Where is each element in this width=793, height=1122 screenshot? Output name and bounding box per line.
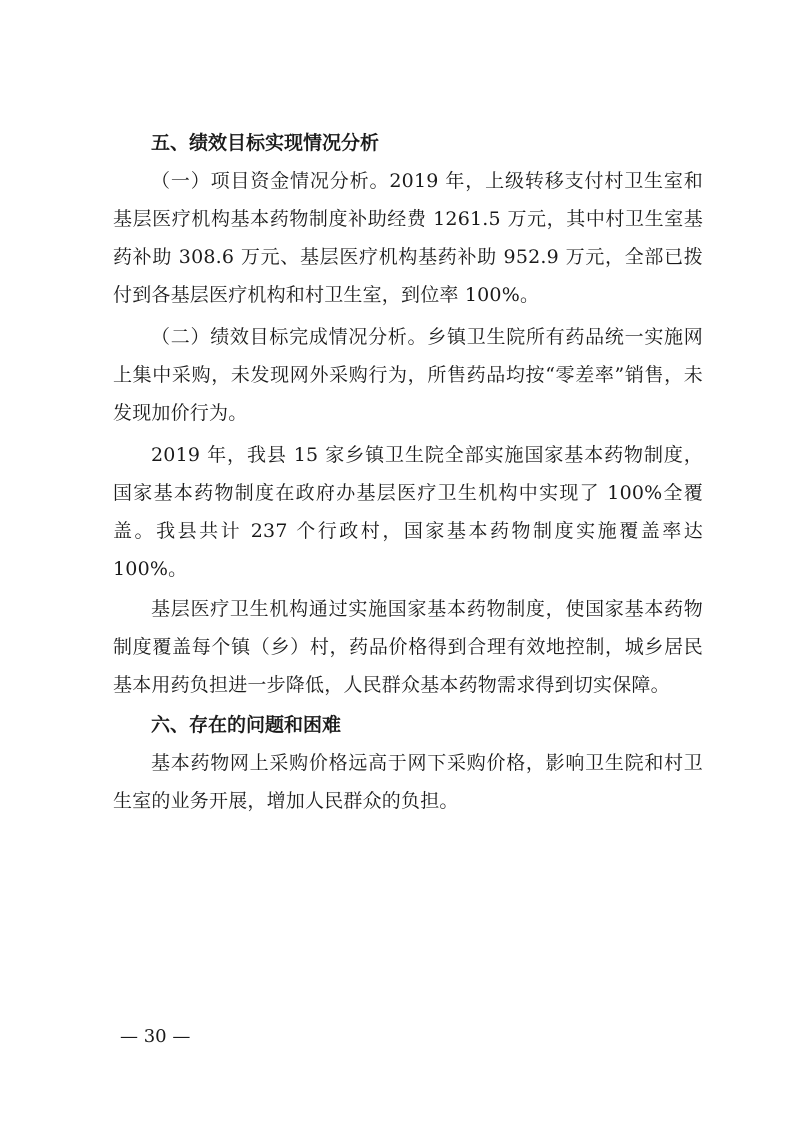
document-body: [113, 124, 703, 824]
paragraph-coverage-effects: 基层医疗卫生机构通过实施国家基本药物制度，使国家基本药物制度覆盖每个镇（乡）村，药品价格得到合理有效地控制，城乡居民基本用药负担进一步降低，人民群众基本药物需求得到切实保障。: [113, 598, 703, 696]
paragraph-funding-analysis: （一）项目资金情况分析。2019 年，上级转移支付村卫生室和基层医疗机构基本药物制度补助经费 1261.5 万元，其中村卫生室基药补助 308.6 万元、基层医疗机构基药补助 952.9 万元，全部已拨付到各基层医疗机构和村卫生室，到位率 100%。: [113, 170, 703, 306]
paragraph-target-completion: （二）绩效目标完成情况分析。乡镇卫生院所有药品统一实施网上集中采购，未发现网外采购行为，所售药品均按“零差率”销售，未发现加价行为。: [113, 326, 703, 424]
section-6-heading: 六、存在的问题和困难: [151, 714, 342, 736]
paragraph-coverage-statistics: 2019 年，我县 15 家乡镇卫生院全部实施国家基本药物制度，国家基本药物制度在政府办基层医疗卫生机构中实现了 100%全覆盖。我县共计 237 个行政村，国家基本药物制度实施覆盖率达100%。: [113, 444, 703, 580]
page-number: — 30 —: [120, 1026, 191, 1047]
section-5-heading: 五、绩效目标实现情况分析: [151, 132, 380, 154]
paragraph-problems: 基本药物网上采购价格远高于网下采购价格，影响卫生院和村卫生室的业务开展，增加人民群众的负担。: [113, 752, 703, 812]
